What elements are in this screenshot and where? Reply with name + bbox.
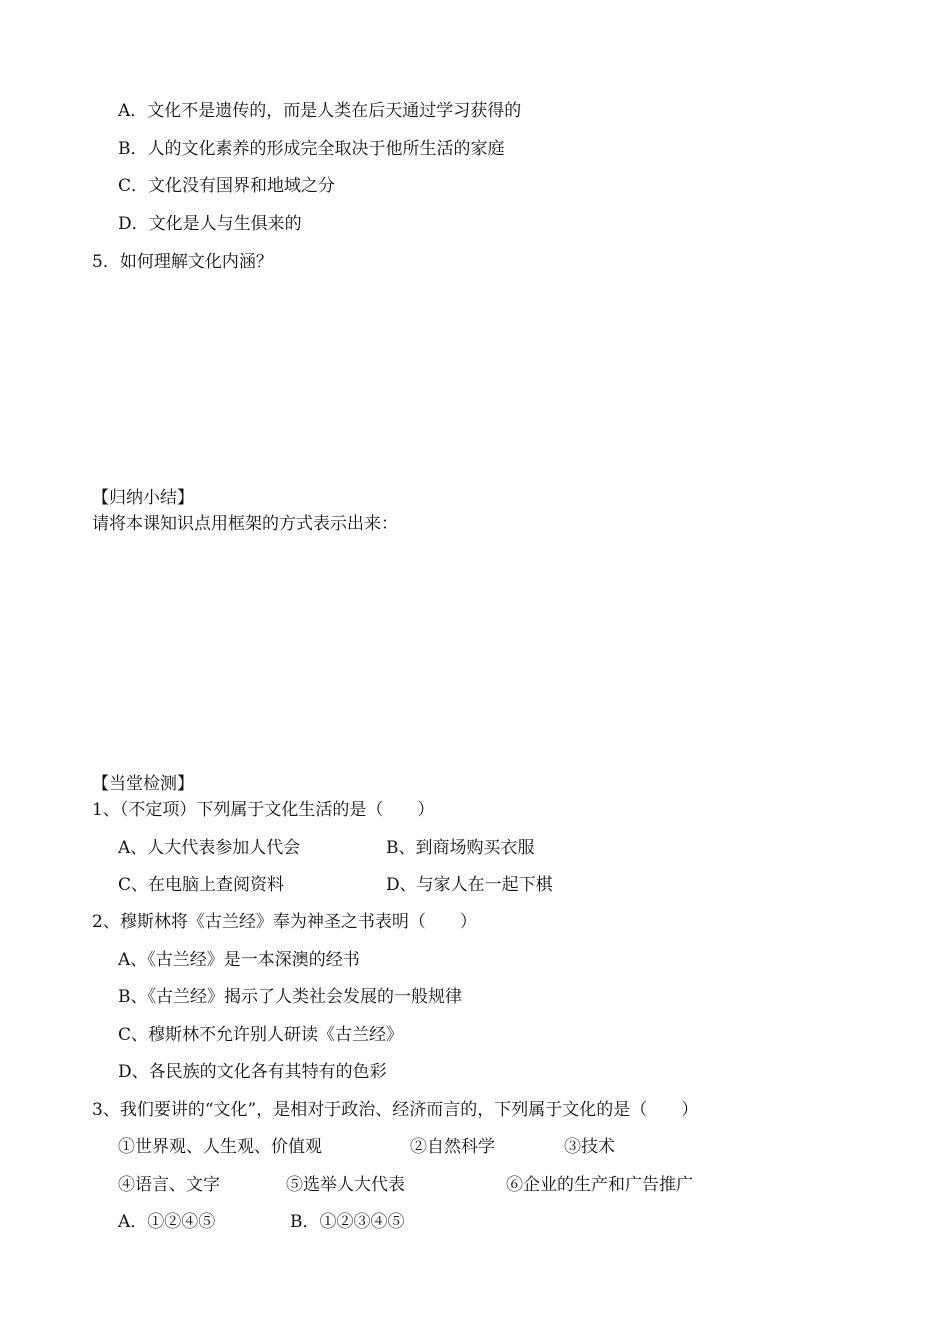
q4-option-a: A．文化不是遗传的，而是人类在后天通过学习获得的	[118, 101, 522, 121]
question-5: 5．如何理解文化内涵？	[92, 252, 273, 272]
q3-item-5: ⑤选举人大代表	[286, 1175, 405, 1195]
q3-stem: 3、我们要讲的“文化”，是相对于政治、经济而言的，下列属于文化的是（ ）	[92, 1100, 699, 1120]
summary-instruction: 请将本课知识点用框架的方式表示出来：	[92, 514, 398, 534]
q1-option-b: B、到商场购买衣服	[386, 838, 535, 858]
summary-heading: 【归纳小结】	[92, 488, 194, 508]
q3-item-1: ①世界观、人生观、价值观	[118, 1137, 322, 1157]
q3-item-3: ③技术	[564, 1137, 615, 1157]
q2-stem: 2、穆斯林将《古兰经》奉为神圣之书表明（ ）	[92, 912, 477, 932]
q1-stem: 1、（不定项）下列属于文化生活的是（ ）	[92, 800, 435, 820]
q2-option-b: B、《古兰经》揭示了人类社会发展的一般规律	[118, 987, 462, 1007]
q4-option-b: B．人的文化素养的形成完全取决于他所生活的家庭	[118, 139, 505, 159]
test-heading: 【当堂检测】	[92, 774, 194, 794]
q3-item-4: ④语言、文字	[118, 1175, 220, 1195]
q2-option-c: C、穆斯林不允许别人研读《古兰经》	[118, 1025, 404, 1045]
q3-item-6: ⑥企业的生产和广告推广	[506, 1175, 693, 1195]
q1-option-a: A、人大代表参加人代会	[118, 838, 301, 858]
q4-option-d: D．文化是人与生俱来的	[118, 214, 302, 234]
q3-option-b: B．①②③④⑤	[290, 1212, 405, 1232]
q1-option-d: D、与家人在一起下棋	[386, 875, 553, 895]
q2-option-d: D、各民族的文化各有其特有的色彩	[118, 1062, 387, 1082]
q4-option-c: C．文化没有国界和地域之分	[118, 176, 336, 196]
q3-option-a: A．①②④⑤	[118, 1212, 216, 1232]
q3-item-2: ②自然科学	[410, 1137, 495, 1157]
q1-option-c: C、在电脑上查阅资料	[118, 875, 285, 895]
q2-option-a: A、《古兰经》是一本深澳的经书	[118, 950, 360, 970]
